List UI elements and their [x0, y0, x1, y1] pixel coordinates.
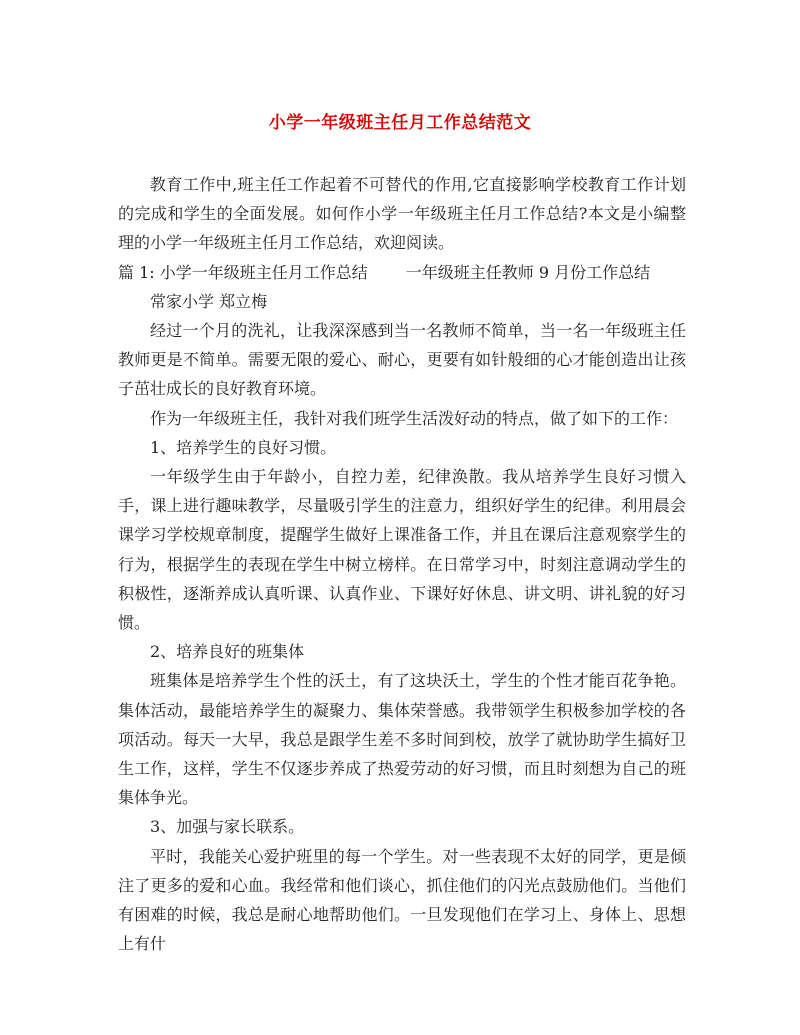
- paragraph-5: 平时，我能关心爱护班里的每一个学生。对一些表现不太好的同学，更是倾注了更多的爱和心血。我经常和他们谈心，抓住他们的闪光点鼓励他们。当他们有困难的时候，我总是耐心地帮助他们。一旦发现他们在学习上、身体上、思想上有什: [118, 846, 686, 954]
- article-subtitle: 一年级班主任教师 9 月份工作总结: [405, 262, 651, 282]
- section-heading-2: 2、培养良好的班集体: [150, 642, 305, 662]
- intro-paragraph: 教育工作中,班主任工作起着不可替代的作用,它直接影响学校教育工作计划的完成和学生的全面发展。如何作小学一年级班主任月工作总结?本文是小编整理的小学一年级班主任月工作总结，欢迎阅读。: [118, 175, 686, 253]
- paragraph-3: 一年级学生由于年龄小，自控力差，纪律涣散。我从培养学生良好习惯入手，课上进行趣味教学，尽量吸引学生的注意力，组织好学生的纪律。利用晨会课学习学校规章制度，提醒学生做好上课准备工作，并且在课后注意观察学生的行为，根据学生的表现在学生中树立榜样。在日常学习中，时刻注意调动学生的积极性，逐渐养成认真听课、认真作业、下课好好休息、讲文明、讲礼貌的好习惯。: [118, 467, 686, 633]
- article-label: 篇 1: 小学一年级班主任月工作总结: [118, 262, 368, 282]
- section-heading-1: 1、培养学生的良好习惯。: [150, 437, 337, 457]
- document-body: [118, 170, 686, 958]
- paragraph-1: 经过一个月的洗礼，让我深深感到当一名教师不简单，当一名一年级班主任教师更是不简单。需要无限的爱心、耐心，更要有如针般细的心才能创造出让孩子茁壮成长的良好教育环境。: [118, 321, 686, 399]
- author-line: 常家小学 郑立梅: [150, 291, 268, 311]
- document-title: 小学一年级班主任月工作总结范文: [268, 113, 532, 133]
- section-heading-3: 3、加强与家长联系。: [150, 817, 305, 837]
- article-heading-line: [118, 258, 686, 287]
- paragraph-2: 作为一年级班主任，我针对我们班学生活泼好动的特点，做了如下的工作：: [150, 408, 679, 428]
- paragraph-4: 班集体是培养学生个性的沃土，有了这块沃土，学生的个性才能百花争艳。集体活动，最能培养学生的凝聚力、集体荣誉感。我带领学生积极参加学校的各项活动。每天一大早，我总是跟学生差不多时间到校，放学了就协助学生搞好卫生工作，这样，学生不仅逐步养成了热爱劳动的好习惯，而且时刻想为自己的班集体争光。: [118, 671, 686, 808]
